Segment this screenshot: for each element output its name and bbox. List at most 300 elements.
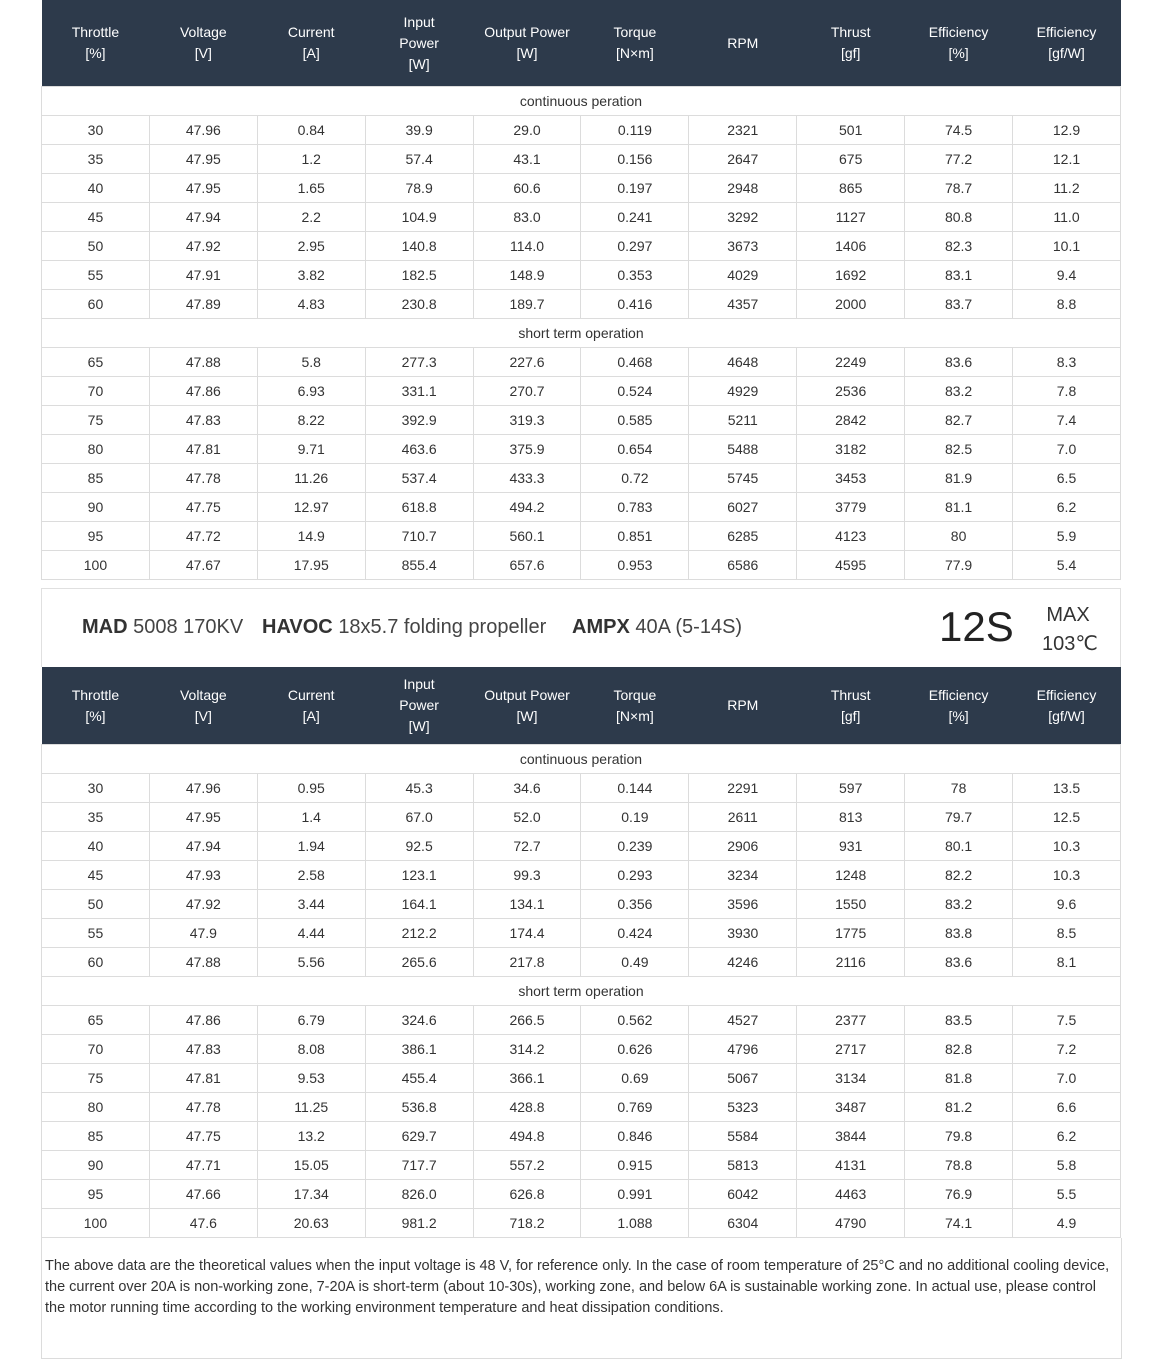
table-row (42, 1093, 1121, 1122)
table-row (42, 435, 1121, 464)
section-row (42, 745, 1121, 774)
table-cell: 5.56 (257, 948, 365, 977)
table-cell: 8.08 (257, 1035, 365, 1064)
table-row (42, 948, 1121, 977)
table-cell: 0.654 (581, 435, 689, 464)
table-cell: 5211 (689, 406, 797, 435)
propeller-spec: HAVOC 18x5.7 folding propeller (262, 616, 547, 638)
table-cell: 626.8 (473, 1180, 581, 1209)
table-cell: 1.088 (581, 1209, 689, 1238)
table-cell: 47.86 (149, 1006, 257, 1035)
table-cell: 15.05 (257, 1151, 365, 1180)
column-header-line: [gf] (840, 45, 861, 61)
table-cell: 8.8 (1013, 290, 1121, 319)
table-cell: 85 (42, 464, 150, 493)
column-header (149, 667, 257, 745)
table-cell: 392.9 (365, 406, 473, 435)
table-cell: 74.1 (905, 1209, 1013, 1238)
table-cell: 104.9 (365, 203, 473, 232)
table-cell: 65 (42, 1006, 150, 1035)
table-cell: 67.0 (365, 803, 473, 832)
table-cell: 5.8 (257, 348, 365, 377)
table-cell: 537.4 (365, 464, 473, 493)
table-cell: 83.5 (905, 1006, 1013, 1035)
table-cell: 2000 (797, 290, 905, 319)
table-cell: 2842 (797, 406, 905, 435)
table-cell: 8.1 (1013, 948, 1121, 977)
column-header-line: RPM (727, 697, 759, 713)
table-row (42, 1122, 1121, 1151)
table-cell: 0.95 (257, 774, 365, 803)
table-row (42, 861, 1121, 890)
table-cell: 47.71 (149, 1151, 257, 1180)
table-cell: 2611 (689, 803, 797, 832)
table-cell: 83.6 (905, 348, 1013, 377)
section-label: continuous peration (42, 87, 1121, 116)
table-cell: 47.88 (149, 948, 257, 977)
table-row (42, 493, 1121, 522)
table-cell: 77.2 (905, 145, 1013, 174)
table-cell: 1406 (797, 232, 905, 261)
table-cell: 629.7 (365, 1122, 473, 1151)
table-cell: 81.1 (905, 493, 1013, 522)
table-row (42, 348, 1121, 377)
table-cell: 47.86 (149, 377, 257, 406)
esc-spec: AMPX 40A (5-14S) (572, 616, 743, 638)
table-cell: 4648 (689, 348, 797, 377)
table-cell: 0.356 (581, 890, 689, 919)
table-cell: 494.8 (473, 1122, 581, 1151)
table-cell: 6.2 (1013, 493, 1121, 522)
table-cell: 47.91 (149, 261, 257, 290)
column-header-line: [%] (948, 45, 969, 61)
column-header-line: Efficiency (1036, 24, 1097, 40)
table-cell: 428.8 (473, 1093, 581, 1122)
column-header (257, 0, 365, 87)
table-cell: 79.7 (905, 803, 1013, 832)
table-cell: 2647 (689, 145, 797, 174)
table-row (42, 803, 1121, 832)
table-cell: 1.2 (257, 145, 365, 174)
table-cell: 47.95 (149, 803, 257, 832)
max-temp-label: MAX 103℃ (1042, 604, 1098, 655)
table-cell: 47.95 (149, 174, 257, 203)
table-cell: 52.0 (473, 803, 581, 832)
table-cell: 6.79 (257, 1006, 365, 1035)
table-row (42, 174, 1121, 203)
table-cell: 212.2 (365, 919, 473, 948)
table-cell: 5.5 (1013, 1180, 1121, 1209)
table-cell: 386.1 (365, 1035, 473, 1064)
table-cell: 2116 (797, 948, 905, 977)
table-cell: 45 (42, 861, 150, 890)
table-cell: 10.3 (1013, 832, 1121, 861)
table-cell: 0.769 (581, 1093, 689, 1122)
table-cell: 47.96 (149, 116, 257, 145)
table-cell: 3234 (689, 861, 797, 890)
column-header-line: Power (399, 697, 439, 713)
table-cell: 1692 (797, 261, 905, 290)
table-cell: 981.2 (365, 1209, 473, 1238)
table-cell: 74.5 (905, 116, 1013, 145)
section-label: continuous peration (42, 745, 1121, 774)
setup-banner (41, 588, 1121, 667)
column-header (1013, 667, 1121, 745)
table-cell: 6586 (689, 551, 797, 580)
table-cell: 710.7 (365, 522, 473, 551)
table-cell: 10.1 (1013, 232, 1121, 261)
table-cell: 0.239 (581, 832, 689, 861)
table-cell: 4790 (797, 1209, 905, 1238)
table-cell: 79.8 (905, 1122, 1013, 1151)
table-cell: 2.95 (257, 232, 365, 261)
table-cell: 83.2 (905, 377, 1013, 406)
table-cell: 72.7 (473, 832, 581, 861)
table-row (42, 890, 1121, 919)
table-row (42, 261, 1121, 290)
column-header-line: Efficiency (928, 686, 989, 703)
table-cell: 45 (42, 203, 150, 232)
table-cell: 3.82 (257, 261, 365, 290)
table-cell: 99.3 (473, 861, 581, 890)
table-cell: 39.9 (365, 116, 473, 145)
table-cell: 1248 (797, 861, 905, 890)
table-cell: 78 (905, 774, 1013, 803)
table-cell: 0.69 (581, 1064, 689, 1093)
table-cell: 83.8 (905, 919, 1013, 948)
table-cell: 5323 (689, 1093, 797, 1122)
table-cell: 463.6 (365, 435, 473, 464)
table-cell: 266.5 (473, 1006, 581, 1035)
table-cell: 3.44 (257, 890, 365, 919)
section-row (42, 87, 1121, 116)
table-cell: 47.81 (149, 435, 257, 464)
table-cell: 134.1 (473, 890, 581, 919)
table-cell: 331.1 (365, 377, 473, 406)
table-header-row (42, 667, 1121, 745)
column-header (365, 0, 473, 87)
table-cell: 0.626 (581, 1035, 689, 1064)
table-cell: 2377 (797, 1006, 905, 1035)
section-row (42, 319, 1121, 348)
table-cell: 83.2 (905, 890, 1013, 919)
table-cell: 95 (42, 1180, 150, 1209)
column-header-line: Efficiency (1036, 686, 1097, 703)
table-cell: 47.96 (149, 774, 257, 803)
table-cell: 0.953 (581, 551, 689, 580)
table-cell: 3779 (797, 493, 905, 522)
table-cell: 0.156 (581, 145, 689, 174)
table-cell: 7.4 (1013, 406, 1121, 435)
table-row (42, 1035, 1121, 1064)
table-cell: 931 (797, 832, 905, 861)
column-header-line: Voltage (179, 24, 227, 40)
table-cell: 6.2 (1013, 1122, 1121, 1151)
table-cell: 30 (42, 774, 150, 803)
table-cell: 9.53 (257, 1064, 365, 1093)
column-header-line: [W] (408, 55, 430, 72)
section-label: short term operation (42, 319, 1121, 348)
table-cell: 0.297 (581, 232, 689, 261)
table-cell: 6304 (689, 1209, 797, 1238)
table-cell: 3134 (797, 1064, 905, 1093)
column-header-line: [W] (516, 45, 538, 61)
column-header (257, 667, 365, 745)
table-cell: 501 (797, 116, 905, 145)
table-row (42, 406, 1121, 435)
table-cell: 20.63 (257, 1209, 365, 1238)
table-cell: 1127 (797, 203, 905, 232)
table-cell: 4595 (797, 551, 905, 580)
table-cell: 80 (42, 435, 150, 464)
table-cell: 100 (42, 1209, 150, 1238)
column-header-line: [%] (85, 707, 106, 724)
table-cell: 5.8 (1013, 1151, 1121, 1180)
table-cell: 47.94 (149, 203, 257, 232)
table-cell: 47.88 (149, 348, 257, 377)
table-cell: 536.8 (365, 1093, 473, 1122)
table-cell: 2536 (797, 377, 905, 406)
table-row (42, 832, 1121, 861)
table-cell: 47.72 (149, 522, 257, 551)
table-cell: 11.2 (1013, 174, 1121, 203)
table-row (42, 1180, 1121, 1209)
table-cell: 675 (797, 145, 905, 174)
column-header-line: [A] (302, 707, 320, 724)
table-cell: 1.4 (257, 803, 365, 832)
table-row (42, 551, 1121, 580)
table-cell: 47.66 (149, 1180, 257, 1209)
table-cell: 29.0 (473, 116, 581, 145)
column-header-line: Throttle (71, 686, 120, 703)
table-cell: 0.524 (581, 377, 689, 406)
table-cell: 7.0 (1013, 435, 1121, 464)
table-cell: 6.6 (1013, 1093, 1121, 1122)
table-cell: 47.78 (149, 1093, 257, 1122)
table-cell: 5584 (689, 1122, 797, 1151)
table-cell: 3453 (797, 464, 905, 493)
table-cell: 140.8 (365, 232, 473, 261)
table-cell: 717.7 (365, 1151, 473, 1180)
table-cell: 9.71 (257, 435, 365, 464)
table-cell: 3930 (689, 919, 797, 948)
table-cell: 0.416 (581, 290, 689, 319)
table-cell: 82.2 (905, 861, 1013, 890)
column-header-line: [gf/W] (1048, 707, 1085, 724)
table-cell: 50 (42, 890, 150, 919)
table-cell: 4527 (689, 1006, 797, 1035)
table-cell: 618.8 (365, 493, 473, 522)
table-cell: 47.92 (149, 232, 257, 261)
table-cell: 17.95 (257, 551, 365, 580)
table-cell: 375.9 (473, 435, 581, 464)
table-cell: 4463 (797, 1180, 905, 1209)
table-cell: 6285 (689, 522, 797, 551)
table-cell: 80.1 (905, 832, 1013, 861)
table-cell: 0.72 (581, 464, 689, 493)
table-cell: 90 (42, 493, 150, 522)
table-cell: 5.9 (1013, 522, 1121, 551)
column-header-line: Efficiency (928, 24, 989, 40)
table-cell: 34.6 (473, 774, 581, 803)
table-cell: 82.5 (905, 435, 1013, 464)
table-cell: 77.9 (905, 551, 1013, 580)
table-cell: 319.3 (473, 406, 581, 435)
table-cell: 60 (42, 290, 150, 319)
table-cell: 2.2 (257, 203, 365, 232)
table-cell: 82.8 (905, 1035, 1013, 1064)
table-cell: 0.241 (581, 203, 689, 232)
table-cell: 90 (42, 1151, 150, 1180)
table-cell: 5745 (689, 464, 797, 493)
column-header (797, 667, 905, 745)
table-cell: 4.44 (257, 919, 365, 948)
table-cell: 12.97 (257, 493, 365, 522)
column-header-line: Voltage (179, 686, 227, 703)
column-header-line: Input (403, 13, 435, 30)
table-row (42, 1151, 1121, 1180)
table-cell: 0.915 (581, 1151, 689, 1180)
table-cell: 100 (42, 551, 150, 580)
table-cell: 4.83 (257, 290, 365, 319)
section-row (42, 977, 1121, 1006)
column-header-line: Thrust (830, 24, 871, 40)
table-row (42, 1006, 1121, 1035)
column-header-line: [gf] (840, 707, 861, 724)
table-cell: 0.991 (581, 1180, 689, 1209)
table-cell: 11.0 (1013, 203, 1121, 232)
table-cell: 4929 (689, 377, 797, 406)
table-cell: 6.93 (257, 377, 365, 406)
table-cell: 81.9 (905, 464, 1013, 493)
table-cell: 0.846 (581, 1122, 689, 1151)
table-cell: 70 (42, 377, 150, 406)
table-cell: 0.197 (581, 174, 689, 203)
table-cell: 123.1 (365, 861, 473, 890)
table-cell: 85 (42, 1122, 150, 1151)
table-cell: 433.3 (473, 464, 581, 493)
table-cell: 95 (42, 522, 150, 551)
table-cell: 0.424 (581, 919, 689, 948)
table-cell: 265.6 (365, 948, 473, 977)
table-cell: 13.2 (257, 1122, 365, 1151)
table-cell: 3844 (797, 1122, 905, 1151)
performance-table-2 (41, 667, 1121, 1238)
table-cell: 6042 (689, 1180, 797, 1209)
table-cell: 5488 (689, 435, 797, 464)
table-cell: 227.6 (473, 348, 581, 377)
table-cell: 78.7 (905, 174, 1013, 203)
table-cell: 81.8 (905, 1064, 1013, 1093)
section-label: short term operation (42, 977, 1121, 1006)
table-cell: 47.83 (149, 406, 257, 435)
table-cell: 3487 (797, 1093, 905, 1122)
table-cell: 47.67 (149, 551, 257, 580)
table-cell: 174.4 (473, 919, 581, 948)
column-header (473, 0, 581, 87)
table-cell: 76.9 (905, 1180, 1013, 1209)
table-cell: 314.2 (473, 1035, 581, 1064)
table-cell: 57.4 (365, 145, 473, 174)
table-cell: 12.1 (1013, 145, 1121, 174)
table-cell: 455.4 (365, 1064, 473, 1093)
column-header (365, 667, 473, 745)
table-cell: 47.94 (149, 832, 257, 861)
table-row (42, 145, 1121, 174)
table-cell: 4123 (797, 522, 905, 551)
column-header (1013, 0, 1121, 87)
table-cell: 7.0 (1013, 1064, 1121, 1093)
table-cell: 70 (42, 1035, 150, 1064)
column-header (581, 0, 689, 87)
table-cell: 0.84 (257, 116, 365, 145)
column-header (905, 0, 1013, 87)
column-header (905, 667, 1013, 745)
table-cell: 182.5 (365, 261, 473, 290)
table-cell: 7.5 (1013, 1006, 1121, 1035)
table-cell: 17.34 (257, 1180, 365, 1209)
table-cell: 4246 (689, 948, 797, 977)
table-header-row (42, 0, 1121, 87)
table-cell: 60.6 (473, 174, 581, 203)
table-cell: 0.49 (581, 948, 689, 977)
table-cell: 78.9 (365, 174, 473, 203)
column-header (42, 667, 150, 745)
column-header-line: Thrust (830, 686, 871, 703)
table-cell: 2717 (797, 1035, 905, 1064)
table-cell: 826.0 (365, 1180, 473, 1209)
column-header-line: Output Power (484, 24, 570, 40)
table-cell: 2.58 (257, 861, 365, 890)
table-cell: 47.89 (149, 290, 257, 319)
footnote: The above data are the theoretical values when the input voltage is 48 V, for reference only. In the case of room temperature of 25°C and no additional cooling device, the current over 20A is non-working zone, 7-20A is short-term (about 10-30s), working zone, and below 6A is sustainable working zone. In actual use, please control the motor running time according to the working environment temperature and heat dissipation conditions. (41, 1238, 1122, 1359)
column-header-line: Torque (613, 24, 657, 40)
table-cell: 82.3 (905, 232, 1013, 261)
table-cell: 3182 (797, 435, 905, 464)
table-cell: 8.3 (1013, 348, 1121, 377)
table-cell: 6.5 (1013, 464, 1121, 493)
table-cell: 0.293 (581, 861, 689, 890)
table-cell: 813 (797, 803, 905, 832)
table-cell: 1550 (797, 890, 905, 919)
table-cell: 865 (797, 174, 905, 203)
table-cell: 0.562 (581, 1006, 689, 1035)
table-cell: 9.4 (1013, 261, 1121, 290)
table-cell: 277.3 (365, 348, 473, 377)
table-cell: 270.7 (473, 377, 581, 406)
table-cell: 43.1 (473, 145, 581, 174)
table-cell: 189.7 (473, 290, 581, 319)
table-cell: 164.1 (365, 890, 473, 919)
table-row (42, 464, 1121, 493)
table-cell: 47.93 (149, 861, 257, 890)
table-row (42, 116, 1121, 145)
table-cell: 47.78 (149, 464, 257, 493)
table-cell: 47.75 (149, 493, 257, 522)
table-cell: 2291 (689, 774, 797, 803)
column-header-line: Current (287, 24, 335, 40)
table-cell: 494.2 (473, 493, 581, 522)
table-cell: 3292 (689, 203, 797, 232)
table-row (42, 377, 1121, 406)
table-cell: 8.22 (257, 406, 365, 435)
table-cell: 1.94 (257, 832, 365, 861)
table-cell: 78.8 (905, 1151, 1013, 1180)
table-cell: 11.25 (257, 1093, 365, 1122)
table-cell: 5.4 (1013, 551, 1121, 580)
table-row (42, 919, 1121, 948)
table-cell: 3673 (689, 232, 797, 261)
